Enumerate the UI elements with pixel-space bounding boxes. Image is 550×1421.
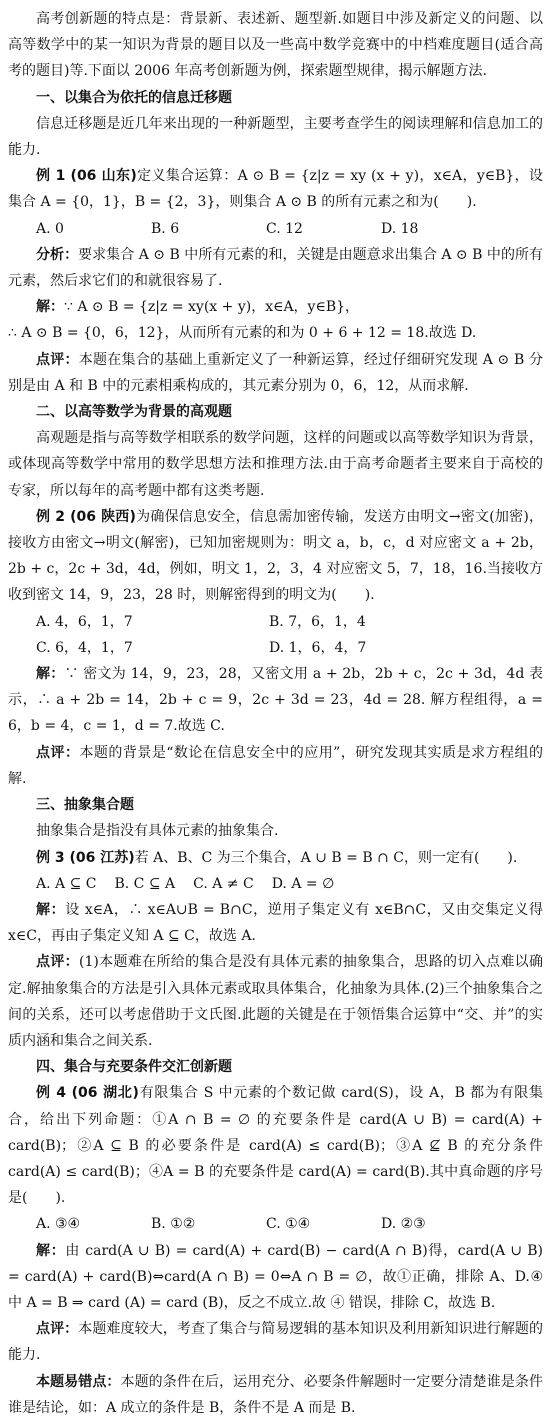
solution-line-1: ∵ A ⊙ B = {z|z = xy(x + y)，x∈A，y∈B}，	[64, 299, 360, 316]
example-3-solution	[8, 897, 543, 949]
example-3-label: 例 3 (06 江苏)	[36, 849, 135, 866]
option: C. A ≠ C	[193, 875, 254, 892]
example-4-comment	[8, 1316, 543, 1368]
pitfall-text: 本题的条件在后，运用充分、必要条件解题时一定要分清楚谁是条件谁是结论，如：A 成立的条件是 B，条件不是 A 而是 B.	[8, 1373, 543, 1416]
solution-label: 解：	[36, 299, 64, 316]
comment-label: 点评：	[36, 744, 80, 761]
example-1-text: 定义集合运算：A ⊙ B = {z|z = xy (x + y)，x∈A，y∈B}，设集合 A = {0，1}，B = {2，3}，则集合 A ⊙ B 的所有元素之和为( ).	[8, 168, 543, 211]
example-4	[8, 1080, 543, 1211]
option: B. ①②	[151, 1216, 196, 1233]
section-3-title: 三、抽象集合题	[36, 797, 134, 814]
comment-text: 本题难度较大，考查了集合与简易逻辑的基本知识及利用新知识进行解题的能力.	[8, 1321, 544, 1364]
option: D. 1，6，4，7	[269, 639, 367, 656]
example-1	[8, 163, 543, 215]
example-3-comment	[8, 949, 543, 1054]
option: B. C ⊆ A	[114, 875, 176, 892]
solution-label: 解：	[36, 901, 66, 918]
option: B. 7，6，1，4	[269, 613, 366, 630]
example-4-solution	[8, 1238, 543, 1317]
comment-text: 本题在集合的基础上重新定义了一种新运算，经过仔细研究发现 A ⊙ B 分别是由 A 和 B 中的元素相乘构成的，其元素分别为 0，6，12，从而求解.	[8, 351, 543, 394]
intro-paragraph: 高考创新题的特点是：背景新、表述新、题型新.如题目中涉及新定义的问题、以高等数学中的某一知识为背景的题目以及一些高中数学竞赛中的中档难度题目(适合高考的题目)等.下面以 2006 年高考创新题为例，探索题型规律，揭示解题方法.	[8, 11, 543, 80]
option: D. A = ∅	[271, 875, 335, 892]
example-2-comment	[8, 740, 543, 792]
comment-label: 点评：	[36, 954, 79, 971]
example-2-text: 为确保信息安全，信息需加密传输，发送方由明文→密文(加密)，接收方由密文→明文(解密)，已知加密规则为：明文 a，b，c，d 对应密文 a + 2b，2b + c，2c + 3d，4d，例如，明文 1，2，3，4 对应密文 5，7，18，16.当接收方收到密文 14，9，23，28 时，则解密得到的明文为( ).	[8, 508, 543, 604]
example-1-comment	[8, 347, 543, 399]
section-1-desc: 信息迁移题是近几年来出现的一种新题型，主要考查学生的阅读理解和信息加工的能力.	[8, 115, 543, 159]
example-1-solution-2: ∴ A ⊙ B = {0，6，12}，从而所有元素的和为 0 + 6 + 12 = 18.故选 D.	[8, 325, 477, 342]
option: D. 18	[381, 220, 419, 237]
analysis-label: 分析：	[36, 246, 79, 263]
comment-label: 点评：	[36, 1321, 79, 1338]
section-3-desc: 抽象集合是指没有具体元素的抽象集合.	[36, 823, 279, 840]
option: A. 4，6，1，7	[36, 613, 133, 630]
solution-label: 解：	[36, 666, 65, 683]
option: A. A ⊆ C	[36, 875, 97, 892]
pitfall-label: 本题易错点：	[36, 1373, 121, 1390]
example-4-text: 有限集合 S 中元素的个数记做 card(S)，设 A，B 都为有限集合，给出下列命题：①A ∩ B = ∅ 的充要条件是 card(A ∪ B) = card(A) + card(B)；②A ⊆ B 的必要条件是 card(A) ≤ card(B)；③A ⊈ B 的充分条件 card(A) ≤ card(B)；④A = B 的充要条件是 card(A) = card(B).其中真命题的序号是( ).	[8, 1085, 543, 1207]
option: B. 6	[151, 220, 180, 237]
example-1-label: 例 1 (06 山东)	[36, 168, 137, 185]
example-3-text: 若 A、B、C 为三个集合，A ∪ B = B ∩ C，则一定有( ).	[134, 849, 518, 866]
example-1-options	[8, 216, 543, 242]
solution-text: 设 x∈A，∴ x∈A∪B = B∩C，逆用子集定义有 x∈B∩C，又由交集定义得 x∈C，再由子集定义知 A ⊆ C，故选 A.	[8, 901, 543, 945]
solution-text: 由 card(A ∪ B) = card(A) + card(B) − card(A ∩ B)得，card(A ∪ B) = card(A) + card(B)⇔card(A ∩ B) = 0⇔A ∩ B = ∅，故①正确，排除 A、D.④中 A = B ⇒ card (A) = card (B)，反之不成立.故 ④ 错误，排除 C，故选 B.	[8, 1242, 543, 1311]
section-1-title: 一、以集合为依托的信息迁移题	[36, 89, 232, 106]
example-4-pitfall	[8, 1369, 543, 1421]
example-3	[8, 845, 543, 871]
comment-text: (1)本题难在所给的集合是没有具体元素的抽象集合，思路的切入点难以确定.解抽象集合的方法是引入具体元素或取具体集合，化抽象为具体.(2)三个抽象集合之间的关系，还可以考虑借助于文氏图.此题的关键是在于领悟集合运算中“交、并”的实质内涵和集合之间关系.	[8, 954, 543, 1049]
example-2-label: 例 2 (06 陕西)	[36, 508, 136, 525]
comment-label: 点评：	[36, 351, 79, 368]
option: A. ③④	[36, 1216, 81, 1233]
example-4-options	[8, 1211, 543, 1237]
option: D. ②③	[381, 1216, 426, 1233]
section-2-desc: 高观题是指与高等数学相联系的数学问题，这样的问题或以高等数学知识为背景，或体现高等数学中常用的数学思想方法和推理方法.由于高考命题者主要来自于高校的专家，所以每年的高考题中都有这类考题.	[8, 430, 543, 499]
example-2	[8, 504, 543, 609]
comment-text: 本题的背景是“数论在信息安全中的应用”，研究发现其实质是求方程组的解.	[8, 744, 543, 787]
example-3-options	[8, 871, 543, 897]
solution-label: 解：	[36, 1242, 66, 1259]
example-2-options-row-2	[8, 635, 543, 661]
option: C. ①④	[266, 1216, 311, 1233]
example-1-solution	[8, 294, 543, 320]
option: C. 12	[266, 220, 303, 237]
option: C. 6，4，1，7	[36, 639, 133, 656]
solution-text: ∵ 密文为 14，9，23，28，又密文用 a + 2b，2b + c，2c + 3d，4d 表示，∴ a + 2b = 14，2b + c = 9，2c + 3d = 23，4d = 28. 解方程组得，a = 6，b = 4，c = 1，d = 7.故选 C.	[8, 666, 544, 735]
option: A. 0	[36, 220, 64, 237]
example-1-analysis	[8, 242, 543, 294]
example-2-options-row-1	[8, 609, 543, 635]
example-4-label: 例 4 (06 湖北)	[36, 1085, 139, 1102]
section-2-title: 二、以高等数学为背景的高观题	[36, 404, 232, 421]
analysis-text: 要求集合 A ⊙ B 中所有元素的和，关键是由题意求出集合 A ⊙ B 中的所有元素，然后求它们的和就很容易了.	[8, 246, 544, 290]
example-2-solution	[8, 661, 543, 740]
section-4-title: 四、集合与充要条件交汇创新题	[36, 1059, 232, 1076]
